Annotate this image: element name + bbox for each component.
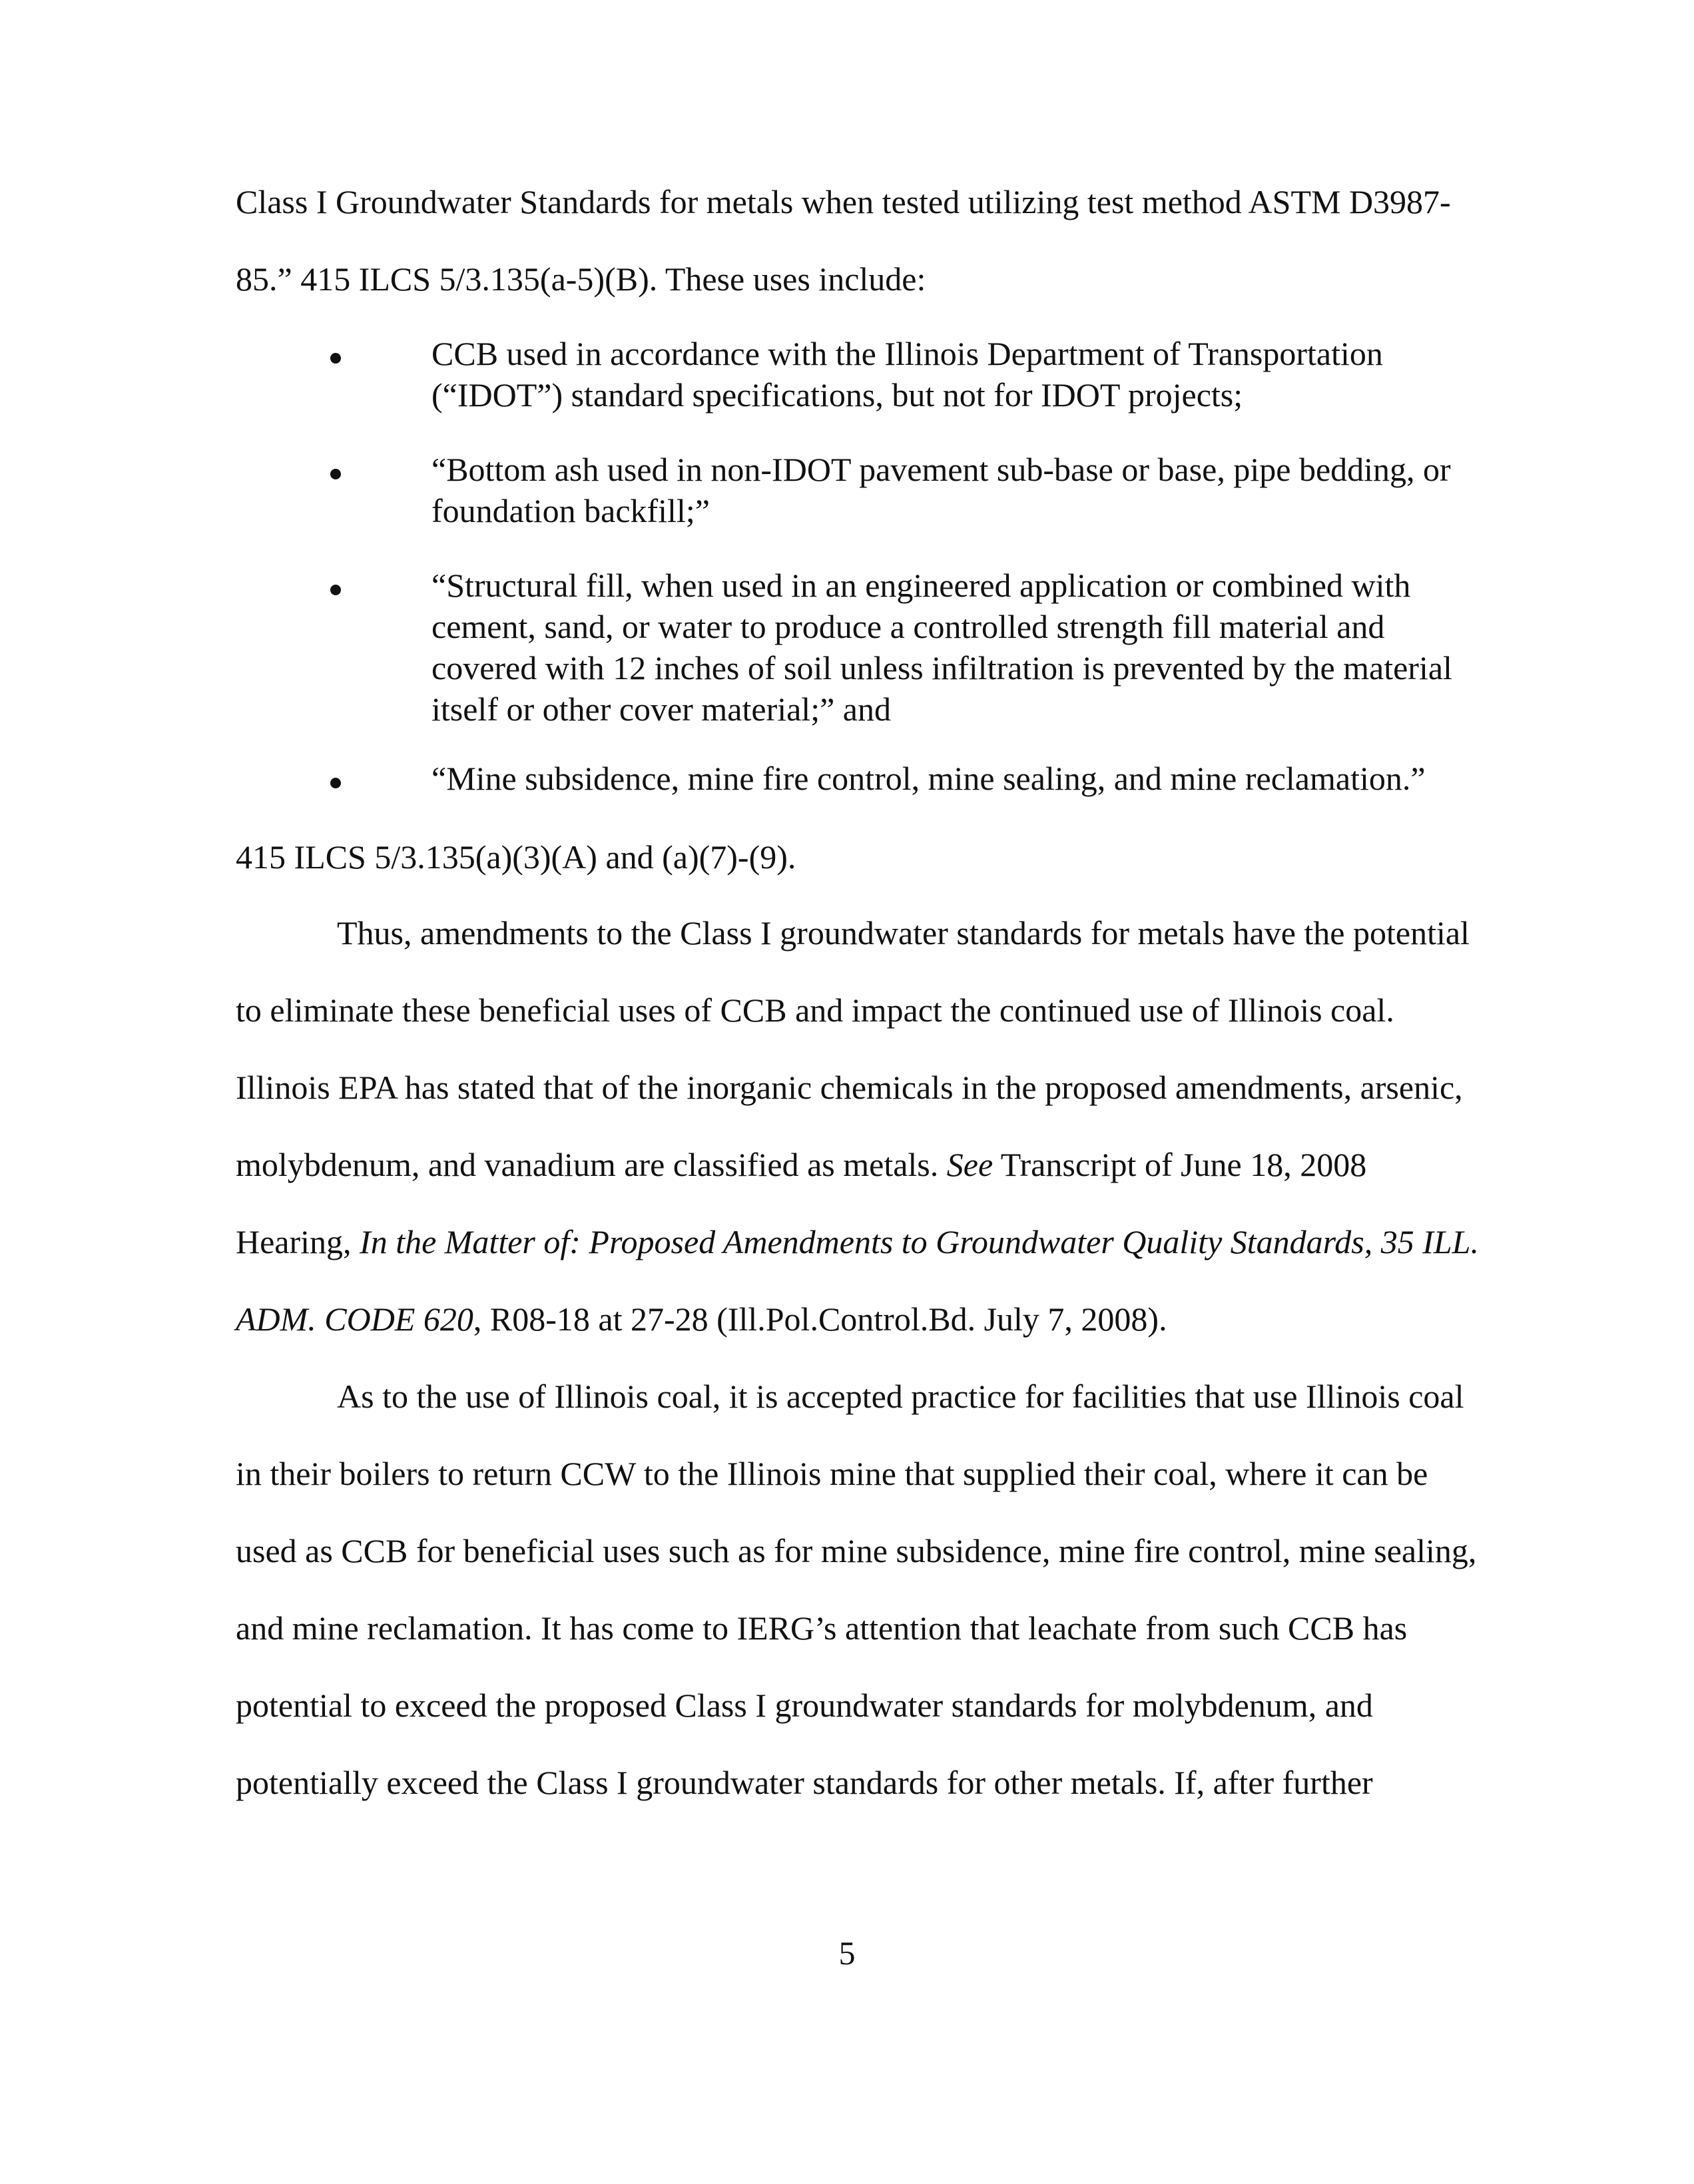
bullet-item-4-line-1: “Mine subsidence, mine fire control, mine sealing, and mine reclamation.” — [431, 760, 1426, 797]
paragraph-3-line-5: potential to exceed the proposed Class I groundwater standards for molybdenum, and — [236, 1687, 1373, 1724]
paragraph-3-line-1: As to the use of Illinois coal, it is accepted practice for facilities that use Illinois coal — [337, 1378, 1464, 1415]
paragraph-1-line-2: 85.” 415 ILCS 5/3.135(a-5)(B). These uses include: — [236, 260, 926, 298]
paragraph-2-line-6 — [236, 1298, 1167, 1340]
bullet-item-3-line-4: itself or other cover material;” and — [431, 690, 891, 728]
bullet-item-3-line-1: “Structural fill, when used in an engineered application or combined with — [431, 567, 1411, 604]
code-citation-italic: ADM. CODE 620 — [236, 1300, 473, 1338]
bullet-item-4 — [431, 758, 1426, 799]
case-title-italic: In the Matter of: Proposed Amendments to Groundwater Quality Standards, 35 ILL. — [360, 1223, 1479, 1260]
paragraph-2-line-4 — [236, 1144, 1366, 1185]
bullet-item-2 — [431, 449, 1451, 531]
paragraph-3-line-6: potentially exceed the Class I groundwater standards for other metals. If, after further — [236, 1764, 1373, 1801]
bullet-icon — [330, 585, 341, 595]
paragraph-2-line-2: to eliminate these beneficial uses of CCB and impact the continued use of Illinois coal. — [236, 991, 1394, 1029]
bullet-item-2-line-2: foundation backfill;” — [431, 492, 710, 529]
paragraph-2-line-6-text-b: , R08-18 at 27-28 (Ill.Pol.Control.Bd. July 7, 2008). — [473, 1300, 1167, 1338]
paragraph-3-line-2: in their boilers to return CCW to the Illinois mine that supplied their coal, where it can be — [236, 1455, 1428, 1492]
paragraph-2-line-5-text-a: Hearing, — [236, 1223, 360, 1260]
bullet-item-3-line-2: cement, sand, or water to produce a controlled strength fill material and — [431, 608, 1385, 645]
citation-signal-see: See — [946, 1146, 993, 1183]
bullet-item-1 — [431, 333, 1383, 415]
page-number: 5 — [838, 1934, 856, 1972]
bullet-item-1-line-1: CCB used in accordance with the Illinois Department of Transportation — [431, 335, 1383, 372]
paragraph-2-line-4-text-b: Transcript of June 18, 2008 — [993, 1146, 1367, 1183]
bullets-citation: 415 ILCS 5/3.135(a)(3)(A) and (a)(7)-(9). — [236, 838, 796, 876]
paragraph-2-line-1: Thus, amendments to the Class I groundwater standards for metals have the potential — [337, 914, 1470, 952]
bullet-item-3-line-3: covered with 12 inches of soil unless infiltration is prevented by the material — [431, 649, 1452, 686]
paragraph-3-line-3: used as CCB for beneficial uses such as for mine subsidence, mine fire control, mine sealing, — [236, 1532, 1477, 1569]
paragraph-2-line-5 — [236, 1221, 1479, 1262]
bullet-item-2-line-1: “Bottom ash used in non-IDOT pavement sub-base or base, pipe bedding, or — [431, 451, 1451, 488]
bullet-item-1-line-2: (“IDOT”) standard specifications, but not for IDOT projects; — [431, 376, 1243, 413]
bullet-icon — [330, 778, 341, 788]
paragraph-1-line-1: Class I Groundwater Standards for metals when tested utilizing test method ASTM D3987- — [236, 183, 1451, 220]
bullet-icon — [330, 353, 341, 364]
bullet-item-3 — [431, 565, 1452, 730]
paragraph-2-line-4-text-a: molybdenum, and vanadium are classified as metals. — [236, 1146, 947, 1183]
bullet-icon — [330, 469, 341, 479]
paragraph-3-line-4: and mine reclamation. It has come to IERG’s attention that leachate from such CCB has — [236, 1609, 1408, 1647]
paragraph-2-line-3: Illinois EPA has stated that of the inorganic chemicals in the proposed amendments, arsenic, — [236, 1069, 1463, 1106]
